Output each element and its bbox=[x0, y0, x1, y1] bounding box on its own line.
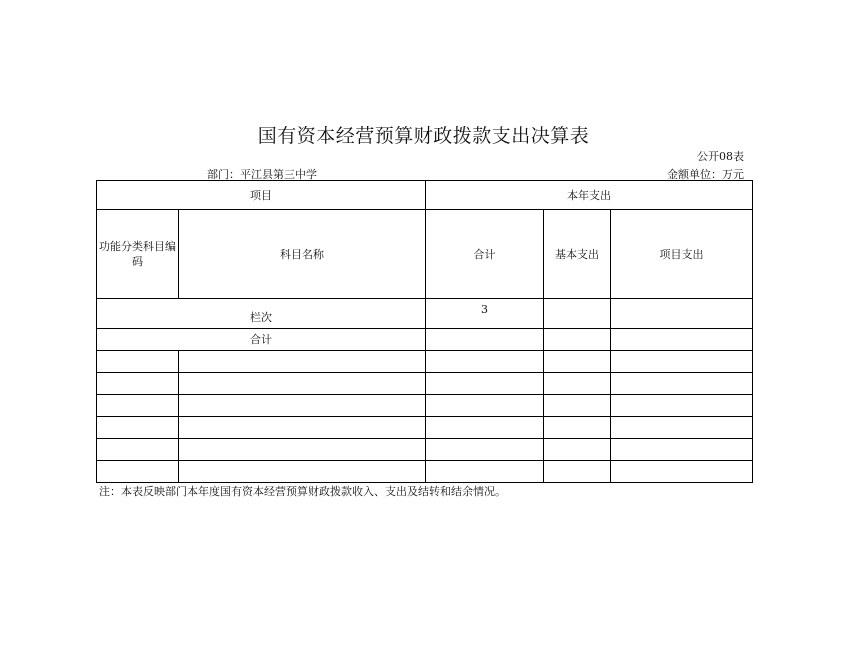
cell-project bbox=[611, 373, 753, 395]
cell-basic bbox=[544, 417, 611, 439]
cell-code bbox=[97, 395, 179, 417]
cell-basic bbox=[544, 461, 611, 483]
cell-total bbox=[426, 439, 544, 461]
header-subject-name: 科目名称 bbox=[179, 210, 426, 299]
table-row bbox=[97, 439, 753, 461]
total-row-total bbox=[426, 329, 544, 351]
cell-name bbox=[179, 351, 426, 373]
table-row bbox=[97, 373, 753, 395]
cell-total bbox=[426, 395, 544, 417]
cell-project bbox=[611, 395, 753, 417]
table-subheader-row bbox=[97, 210, 753, 299]
footnote: 注：本表反映部门本年度国有资本经营预算财政拨款收入、支出及结转和结余情况。 bbox=[99, 485, 506, 498]
header-total: 合计 bbox=[426, 210, 544, 299]
cell-basic bbox=[544, 373, 611, 395]
column-index-row bbox=[97, 299, 753, 329]
header-function-code: 功能分类科目编码 bbox=[97, 210, 179, 299]
cell-project bbox=[611, 351, 753, 373]
cell-total bbox=[426, 417, 544, 439]
cell-name bbox=[179, 439, 426, 461]
total-row-label: 合计 bbox=[97, 329, 426, 351]
cell-basic bbox=[544, 395, 611, 417]
form-number: 公开08表 bbox=[697, 150, 744, 163]
cell-total bbox=[426, 373, 544, 395]
header-project: 项目 bbox=[97, 181, 426, 210]
cell-code bbox=[97, 351, 179, 373]
cell-name bbox=[179, 417, 426, 439]
table-row bbox=[97, 395, 753, 417]
header-current-year-expenditure: 本年支出 bbox=[426, 181, 753, 210]
total-row bbox=[97, 329, 753, 351]
expenditure-table bbox=[96, 180, 753, 483]
cell-basic bbox=[544, 351, 611, 373]
cell-project bbox=[611, 461, 753, 483]
table-row bbox=[97, 417, 753, 439]
cell-total bbox=[426, 461, 544, 483]
table-header-row bbox=[97, 181, 753, 210]
amount-unit-label: 金额单位：万元 bbox=[667, 168, 744, 181]
total-row-basic bbox=[544, 329, 611, 351]
column-index-label: 栏次 bbox=[97, 299, 426, 329]
cell-basic bbox=[544, 439, 611, 461]
cell-total bbox=[426, 351, 544, 373]
column-index-total: 3 bbox=[426, 299, 544, 329]
cell-name bbox=[179, 395, 426, 417]
column-index-project bbox=[611, 299, 753, 329]
cell-name bbox=[179, 461, 426, 483]
header-project-expenditure: 项目支出 bbox=[611, 210, 753, 299]
column-index-basic bbox=[544, 299, 611, 329]
total-row-project bbox=[611, 329, 753, 351]
page-title: 国有资本经营预算财政拨款支出决算表 bbox=[257, 125, 590, 147]
table-row bbox=[97, 351, 753, 373]
department-label: 部门：平江县第三中学 bbox=[207, 168, 317, 181]
cell-code bbox=[97, 461, 179, 483]
cell-code bbox=[97, 417, 179, 439]
cell-name bbox=[179, 373, 426, 395]
cell-project bbox=[611, 439, 753, 461]
cell-project bbox=[611, 417, 753, 439]
table-row bbox=[97, 461, 753, 483]
cell-code bbox=[97, 439, 179, 461]
header-basic-expenditure: 基本支出 bbox=[544, 210, 611, 299]
cell-code bbox=[97, 373, 179, 395]
